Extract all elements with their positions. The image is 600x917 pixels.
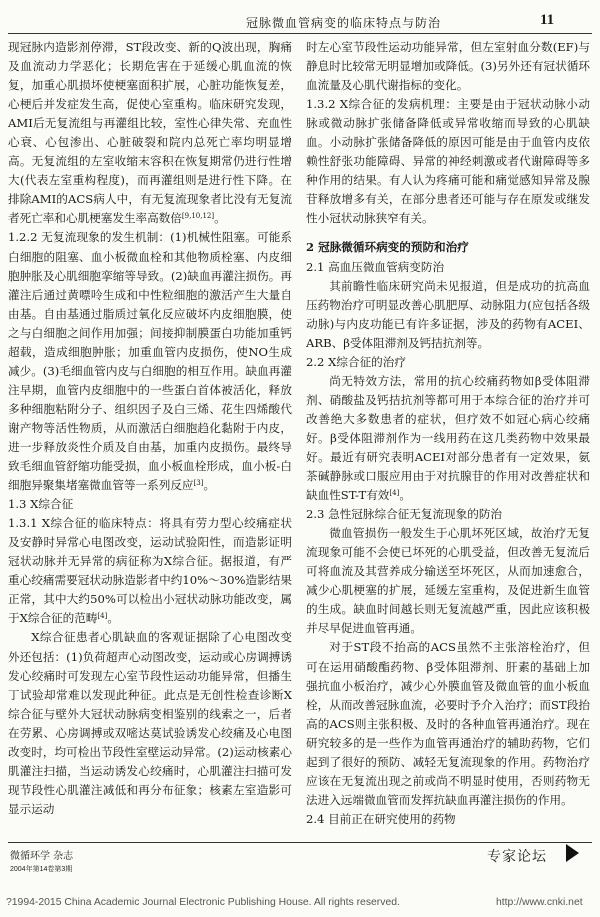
paragraph: 1.2.2 无复流现象的发生机制：(1)机械性阻塞。可能系白细胞的阻塞、血小板微血栓和其他物质栓塞、内皮细胞肿胀及心肌细胞挛缩等导致。(2)缺血再灌注损伤。再灌注后通过黄嘌呤生成和中性粒细胞的激活产生大量自由基。自由基通过脂质过氧化反应破坏内皮细胞膜，使之与白细胞之间作用加强；间接抑制膜蛋白功能加重钙超载，造成细胞肿胀；加重血管内皮损伤，使NO生成减少。(3)毛细血管内皮与白细胞的相互作用。缺血再灌注早期，血管内皮细胞中的一些蛋白首体被活化，释放多种细胞粘附分子、组织因子及白三烯、花生四烯酸代谢产物等活性物质，从而激活白细胞趋化黏附于内皮，进一步释放炎性介质及自由基，加重内皮损伤。最终导致毛细血管舒缩功能受损，血小板血栓形成，血小板-白细胞异聚集堵塞微血管等一系列反应[3]。 [8, 230, 292, 493]
header-rule [8, 33, 592, 34]
paragraph: 现冠脉内造影剂停滞，ST段改变、新的Q波出现，胸痛及血流动力学恶化；长期危害在于延缓心肌血流的恢复，加重心肌损坏使梗塞面积扩展，心脏功能恢复差，心梗后并发症发生高，促使心室重构。临床研究发现，AMI后无复流组与再灌组比较，室性心律失常、充血性心衰、心包渗出、心脏破裂和院内总死亡率均明显增高。无复流组的左室收缩末容积在恢复期常仍进行性增大(代表左室重构程度)，而再灌组则是进行性下降。在排除AMI的ACS病人中，有无复流现象者比没有无复流者死亡率和心肌梗塞发生率高数倍[9,10,12]。 [8, 40, 292, 226]
section-heading: 2 冠脉微循环病变的预防和治疗 [306, 240, 469, 255]
subsection-heading: 2.3 急性冠脉综合征无复流现象的防治 [306, 507, 503, 522]
spacer [306, 228, 590, 238]
subsection-heading: 2.2 X综合征的治疗 [306, 354, 406, 369]
section-heading: 1.3 X综合征 [8, 497, 74, 512]
paragraph: X综合征患者心肌缺血的客观证据除了心电图改变外还包括：(1)负荷超声心动图改变，运动或心房调搏诱发心绞痛时可发现左心室节段性运动功能异常，但播生丁试验却常难以发现此种征。此点是无创性检查诊断X综合征与壁外大冠状动脉病变相鉴别的线索之一，后者在劳累、心房调搏或双嘧达莫试验诱发心绞痛及心电图改变时，均可检出节段性室壁运动异常。(2)运动核素心肌灌注扫描，当运动诱发心绞痛时，心肌灌注扫描可发现节段性心肌灌注减低和再分布征象；核素左室造影可显示运动 [8, 630, 292, 816]
paragraph: 对于ST段不抬高的ACS虽然不主张溶栓治疗，但可在运用硝酸酯药物、β受体阻滞剂、肝素的基础上加强抗血小板治疗，减少心外膜血管及微血管的血小板血栓，从而改善冠脉血流，必要时予介入治疗；而ST段抬高的ACS则主张积极、及时的各种血管再通治疗。现在研究较多的是一些作为血管再通治疗的辅助药物，它们起到了很好的预防、减轻无复流现象的作用。药物治疗应该在无复流出现之前或尚不明显时使用，否则药物无法进入远端微血管而发挥抗缺血再灌注损伤的作用。 [306, 640, 590, 807]
page-number: 11 [540, 12, 555, 28]
next-page-arrow-icon[interactable] [566, 844, 579, 862]
page-header [0, 0, 600, 42]
citation: [3] [193, 479, 204, 488]
paragraph: 其前瞻性临床研究尚未见报道，但是成功的抗高血压药物治疗可明显改善心肌肥厚、动脉阻力(应包括各级动脉)与内皮功能已有许多证据，涉及的药物有ACEI、ARB、β受体阻滞剂及钙拮抗剂等。 [306, 278, 590, 350]
paragraph: 微血管损伤一般发生于心肌坏死区域，故治疗无复流现象可能不会使已坏死的心肌受益，但改善无复流后可将血流及其营养成分输送至坏死区，从而加速愈合，减少心肌梗塞的扩展，延缓左室重构，及促进新生血管的生成。缺血时间越长则无复流越严重，因此应该积极并尽早促进血管再通。 [306, 526, 590, 636]
running-title: 冠脉微血管病变的临床特点与防治 [246, 16, 442, 30]
subsection-heading: 1.3.1 X综合征的临床特点： [8, 516, 160, 531]
section-label: 专家论坛 [487, 849, 547, 865]
footer-rule [8, 842, 592, 843]
citation: [4] [389, 489, 400, 498]
site-url[interactable]: http://www.cnki.net [496, 897, 583, 908]
citation: [4] [97, 612, 108, 621]
journal-issue: 2004年第14卷第3期 [10, 866, 73, 873]
paragraph: 1.3.2 X综合征的发病机理：主要是由于冠状动脉小动脉或微动脉扩张储备降低或异常收缩而导致的心肌缺血。小动脉扩张储备降低的原因可能是由于血管内皮依赖性舒张功能障碍、异常的神经刺激或者代谢障碍等多种作用的结果。有人认为疼痛可能和痛觉感知异常及腺苷释放增多有关，在部分患者还可能与存在原发或继发性小冠状动脉狭窄有关。 [306, 97, 590, 226]
paragraph: 时左心室节段性运动功能异常，但左室射血分数(EF)与静息时比较常无明显增加或降低。(3)另外还有冠状循环血流量及心肌代谢指标的变化。 [306, 40, 590, 93]
paragraph: 尚无特效方法，常用的抗心绞痛药物如β受体阻滞剂、硝酸盐及钙拮抗剂等都可用于本综合征的治疗并可改善绝大多数患者的症状，但疗效不如冠心病心绞痛好。β受体阻滞剂作为一线用药在这几类药物中效果最好。最近有研究表明ACEI对部分患者有一定效果，氨茶碱静脉或口服应用由于对抗腺苷的作用对改善症状和缺血性ST-T有效[4]。 [306, 373, 590, 503]
left-column [8, 38, 292, 838]
right-column [306, 38, 590, 838]
subsection-heading: 1.3.2 X综合征的发病机理： [306, 97, 458, 112]
paragraph: 1.3.1 X综合征的临床特点：将具有劳力型心绞痛症状及安静时异常心电图改变，运动试验阳性，而造影证明冠状动脉并无异常的病征称为X综合征。据报道，有严重心绞痛需要冠状动脉造影者中约10%～30%造影结果正常，其中大约50%可以检出小冠状动脉功能改变，属于X综合征的范畴[4]。 [8, 516, 292, 626]
subsection-heading: 2.1 高血压微血管病变防治 [306, 259, 445, 274]
page-footer [0, 842, 600, 917]
copyright-line: ?1994-2015 China Academic Journal Electronic Publishing House. All rights reserved. http://www.cnki.net [6, 897, 583, 908]
subsection-heading: 1.2.2 无复流现象的发生机制： [8, 230, 171, 245]
subsection-heading: 2.4 目前正在研究使用的药物 [306, 811, 456, 826]
citation: [9,10,12] [181, 212, 215, 221]
journal-name: 微循环学 杂志 [10, 851, 74, 862]
